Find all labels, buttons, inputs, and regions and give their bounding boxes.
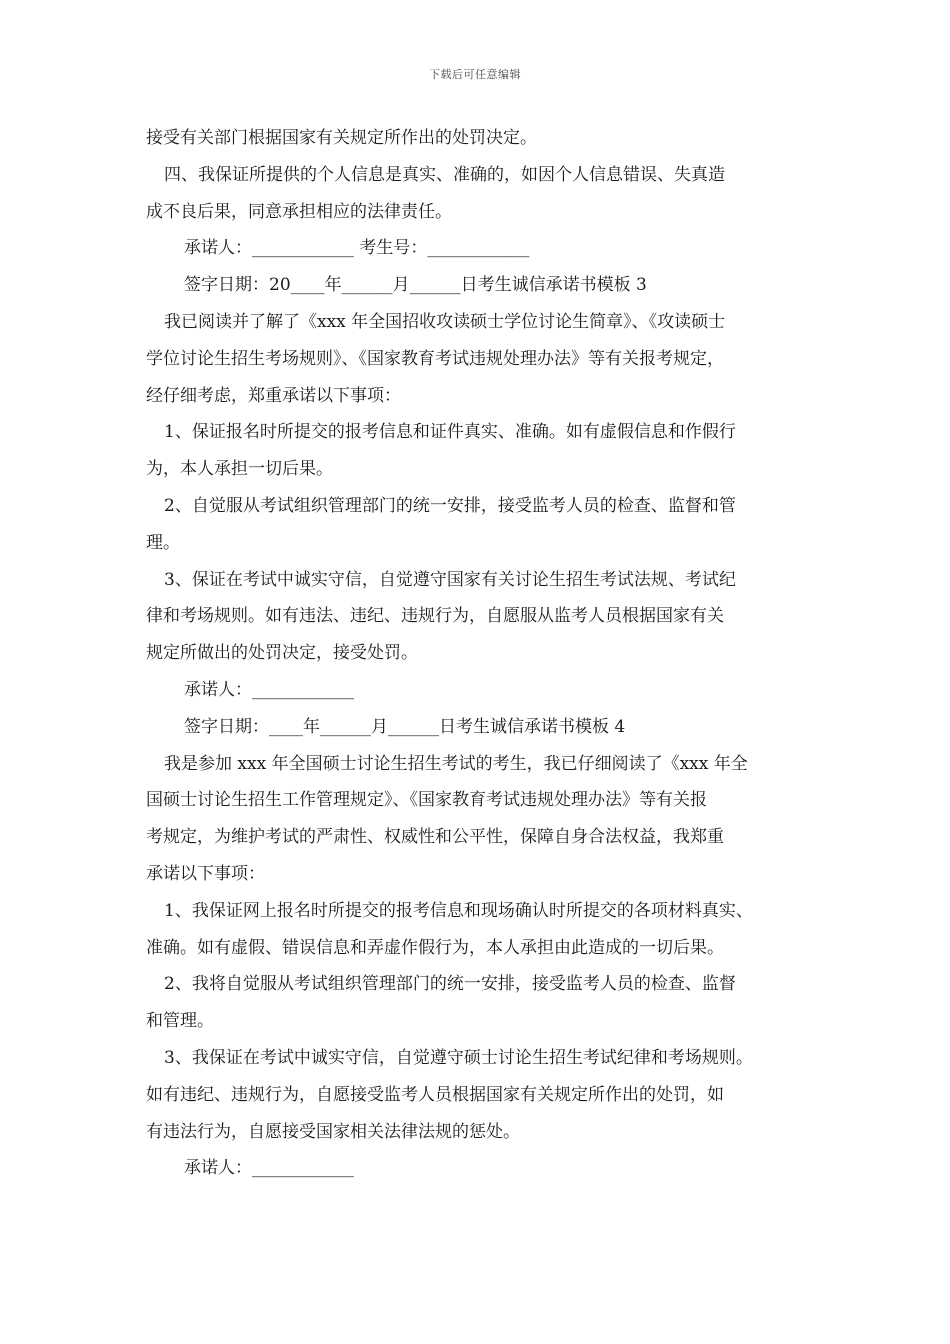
paragraph-line: 考规定，为维护考试的严肃性、权威性和公平性，保障自身合法权益，我郑重	[146, 827, 724, 848]
paragraph-line: 2、我将自觉服从考试组织管理部门的统一安排，接受监考人员的检查、监督	[164, 974, 736, 995]
paragraph-line: 我是参加 xxx 年全国硕士讨论生招生考试的考生，我已仔细阅读了《xxx 年全	[164, 753, 748, 774]
paragraph-line: 成不良后果，同意承担相应的法律责任。	[146, 201, 452, 222]
paragraph-line: 理。	[146, 532, 180, 553]
paragraph-line: 四、我保证所提供的个人信息是真实、准确的，如因个人信息错误、失真造	[164, 164, 725, 185]
paragraph-line: 承诺以下事项：	[146, 863, 265, 884]
paragraph-line: 规定所做出的处罚决定，接受处罚。	[146, 643, 418, 664]
paragraph-line: 接受有关部门根据国家有关规定所作出的处罚决定。	[146, 128, 537, 148]
signature-line: 承诺人：____________ 考生号：____________	[184, 238, 530, 259]
signature-date-line: 签字日期：20____年______月______日考生诚信承诺书模板 3	[184, 275, 647, 296]
signature-line: 承诺人：____________	[184, 679, 354, 700]
signature-line: 承诺人：____________	[184, 1158, 354, 1179]
signature-date-line: 签字日期：____年______月______日考生诚信承诺书模板 4	[184, 716, 626, 737]
paragraph-line: 准确。如有虚假、错误信息和弄虚作假行为，本人承担由此造成的一切后果。	[146, 937, 724, 958]
paragraph-line: 为，本人承担一切后果。	[146, 459, 333, 480]
paragraph-line: 和管理。	[146, 1011, 214, 1032]
document-body	[146, 120, 816, 1187]
paragraph-line: 学位讨论生招生考场规则》、《国家教育考试违规处理办法》等有关报考规定，	[146, 348, 724, 369]
paragraph-line: 1、保证报名时所提交的报考信息和证件真实、准确。如有虚假信息和作假行	[164, 422, 736, 443]
paragraph-line: 经仔细考虑，郑重承诺以下事项：	[146, 385, 401, 406]
paragraph-line: 3、保证在考试中诚实守信，自觉遵守国家有关讨论生招生考试法规、考试纪	[164, 569, 736, 590]
paragraph-line: 1、我保证网上报名时所提交的报考信息和现场确认时所提交的各项材料真实、	[164, 900, 753, 921]
paragraph-line: 有违法行为，自愿接受国家相关法律法规的惩处。	[146, 1121, 520, 1142]
paragraph-line: 如有违纪、违规行为，自愿接受监考人员根据国家有关规定所作出的处罚，如	[146, 1084, 724, 1105]
paragraph-line: 律和考场规则。如有违法、违纪、违规行为，自愿服从监考人员根据国家有关	[146, 606, 724, 627]
paragraph-line: 国硕士讨论生招生工作管理规定》、《国家教育考试违规处理办法》等有关报	[146, 790, 707, 811]
paragraph-line: 3、我保证在考试中诚实守信，自觉遵守硕士讨论生招生考试纪律和考场规则。	[164, 1047, 753, 1068]
paragraph-line: 2、自觉服从考试组织管理部门的统一安排，接受监考人员的检查、监督和管	[164, 495, 736, 516]
paragraph-line: 我已阅读并了解了《xxx 年全国招收攻读硕士学位讨论生简章》、《攻读硕士	[164, 311, 726, 332]
page-header: 下载后可任意编辑	[429, 68, 521, 81]
